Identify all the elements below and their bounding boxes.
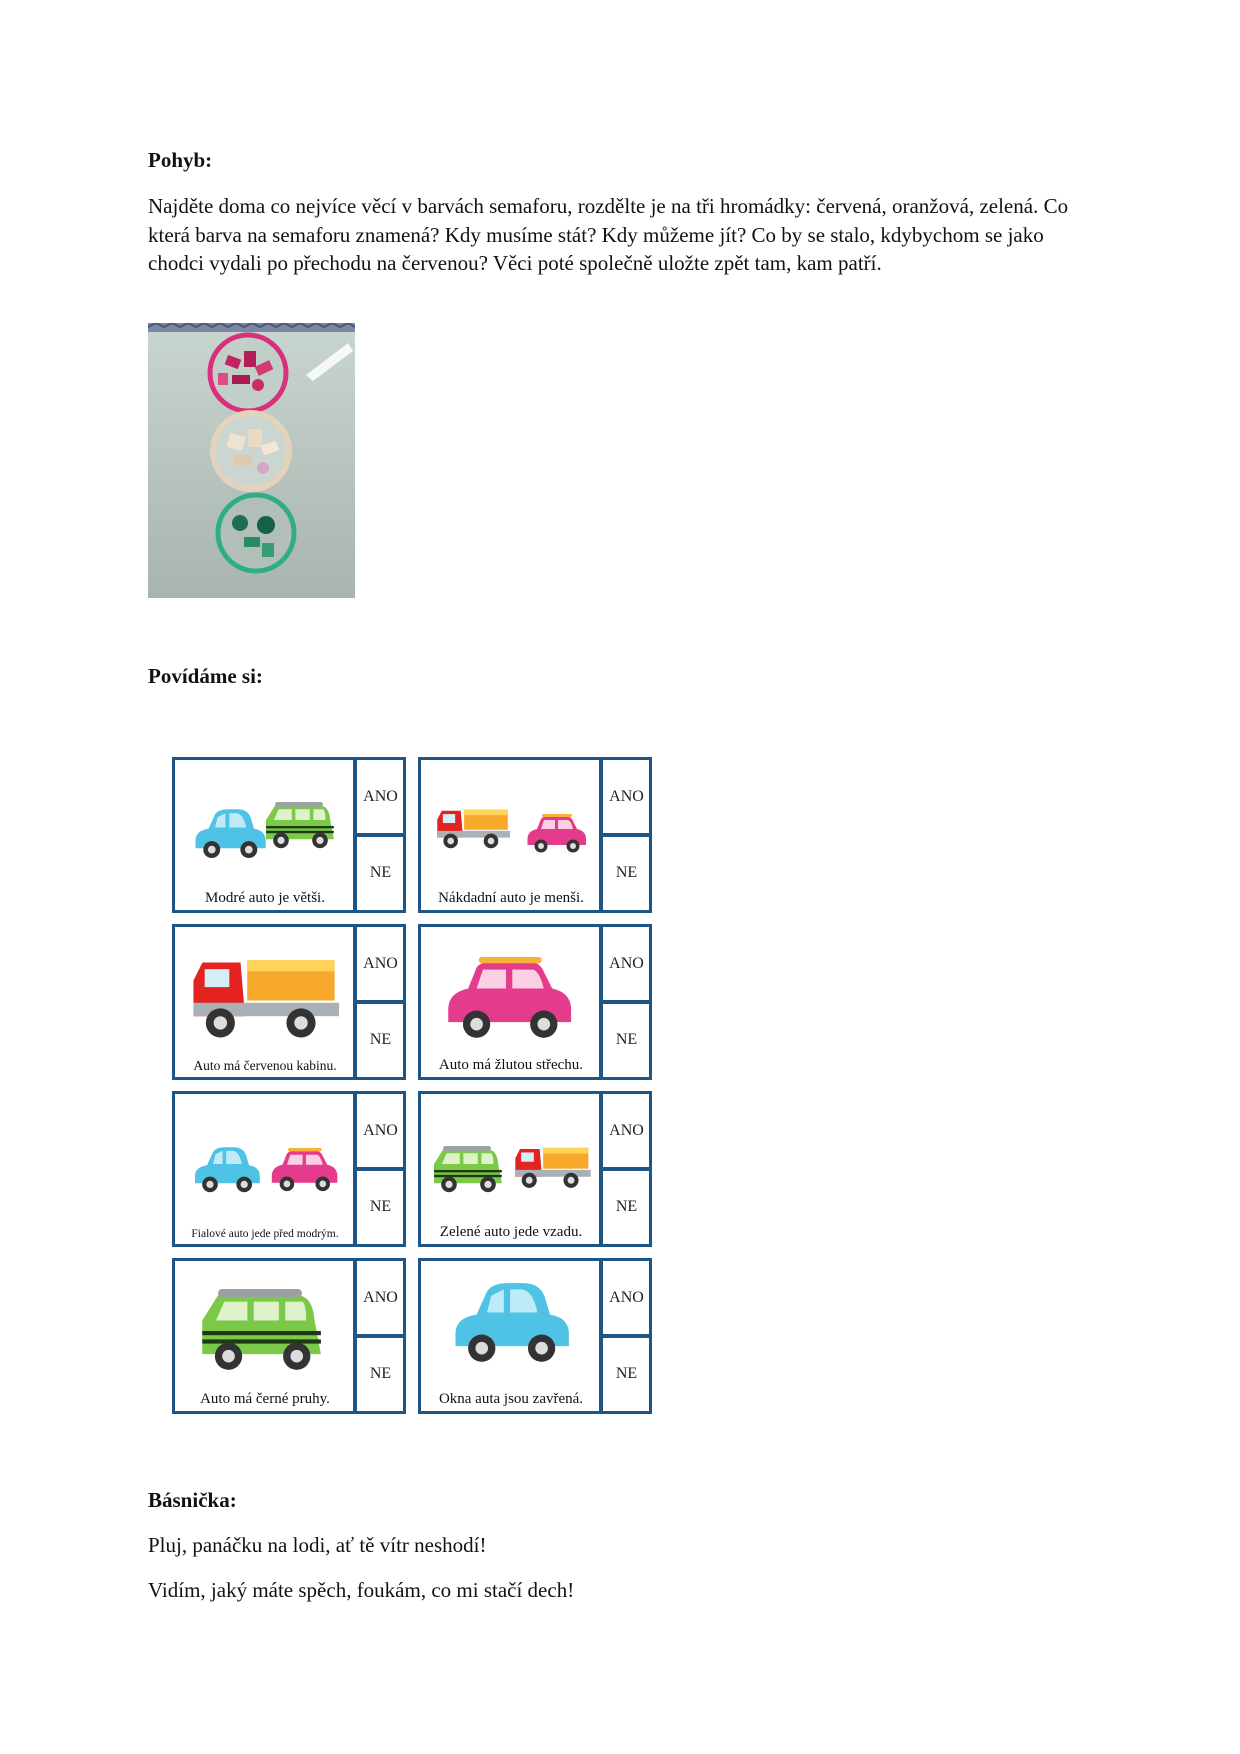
card-picture — [175, 1094, 353, 1244]
no-option[interactable]: NE — [615, 864, 638, 881]
talk-heading: Povídáme si: — [148, 664, 263, 688]
green-car-icon — [266, 802, 334, 848]
card-grid — [172, 757, 656, 1415]
card-caption: Auto má černé pruhy. — [200, 1391, 330, 1407]
card — [172, 1091, 406, 1247]
poem-line: Vidím, jaký máte spěch, foukám, co mi stačí dech! — [148, 1578, 575, 1602]
movement-heading: Pohyb: — [148, 148, 213, 172]
no-option[interactable]: NE — [615, 1365, 638, 1382]
pink-car-icon — [528, 814, 587, 853]
yes-option[interactable]: ANO — [609, 1289, 644, 1306]
yes-option[interactable]: ANO — [609, 1122, 644, 1139]
pink-car-icon — [448, 957, 571, 1038]
yes-option[interactable]: ANO — [363, 1289, 398, 1306]
truck-icon — [515, 1148, 590, 1188]
no-option[interactable]: NE — [615, 1198, 638, 1215]
yes-option[interactable]: ANO — [609, 788, 644, 805]
card — [172, 1258, 406, 1414]
truck-icon — [193, 960, 339, 1037]
no-option[interactable]: NE — [369, 1031, 392, 1048]
card-picture — [175, 1261, 353, 1411]
card-caption: Auto má žlutou střechu. — [438, 1057, 584, 1073]
no-option[interactable]: NE — [615, 1031, 638, 1048]
yes-option[interactable]: ANO — [363, 955, 398, 972]
card-caption: Zelené auto jede vzadu. — [439, 1224, 583, 1240]
card — [418, 1258, 652, 1414]
green-car-icon — [434, 1146, 502, 1192]
blue-car-icon — [456, 1283, 569, 1362]
card — [418, 757, 652, 913]
card — [418, 1091, 652, 1247]
no-option[interactable]: NE — [369, 1365, 392, 1382]
card — [418, 924, 652, 1080]
card-picture — [421, 760, 599, 910]
pink-car-icon — [272, 1148, 338, 1191]
poem-line: Pluj, panáčku na lodi, ať tě vítr neshodí! — [148, 1533, 487, 1557]
card — [172, 924, 406, 1080]
yes-option[interactable]: ANO — [363, 788, 398, 805]
no-option[interactable]: NE — [369, 1198, 392, 1215]
card-caption: Nákdadní auto je menši. — [438, 890, 584, 906]
card-caption: Auto má červenou kabinu. — [193, 1058, 337, 1073]
traffic-light-photo — [148, 323, 355, 598]
card-caption: Okna auta jsou zavřená. — [438, 1391, 584, 1407]
poem-heading: Básnička: — [148, 1488, 237, 1512]
card-picture — [421, 1261, 599, 1411]
yes-option[interactable]: ANO — [363, 1122, 398, 1139]
truck-icon — [437, 810, 510, 849]
card-picture — [175, 927, 353, 1077]
card-caption: Fialové auto jede před modrým. — [191, 1228, 339, 1240]
blue-car-icon — [195, 1147, 260, 1192]
card — [172, 757, 406, 913]
card-picture — [421, 927, 599, 1077]
green-car-icon — [202, 1289, 321, 1370]
card-caption: Modré auto je větši. — [205, 890, 325, 906]
yes-option[interactable]: ANO — [609, 955, 644, 972]
card-picture — [175, 760, 353, 910]
blue-car-icon — [196, 809, 266, 858]
movement-text: Najděte doma co nejvíce věcí v barvách semaforu, rozdělte je na tři hromádky: červená, oranžová, zelená. Co která barva na semaforu znamená? Kdy musíme stát? Kdy můžeme jít? Co by se stalo, kdybychom se jako chodci vydali po přechodu na červenou? Věci poté společně uložte zpět tam, kam patří. — [148, 194, 1069, 275]
no-option[interactable]: NE — [369, 864, 392, 881]
card-picture — [421, 1094, 599, 1244]
